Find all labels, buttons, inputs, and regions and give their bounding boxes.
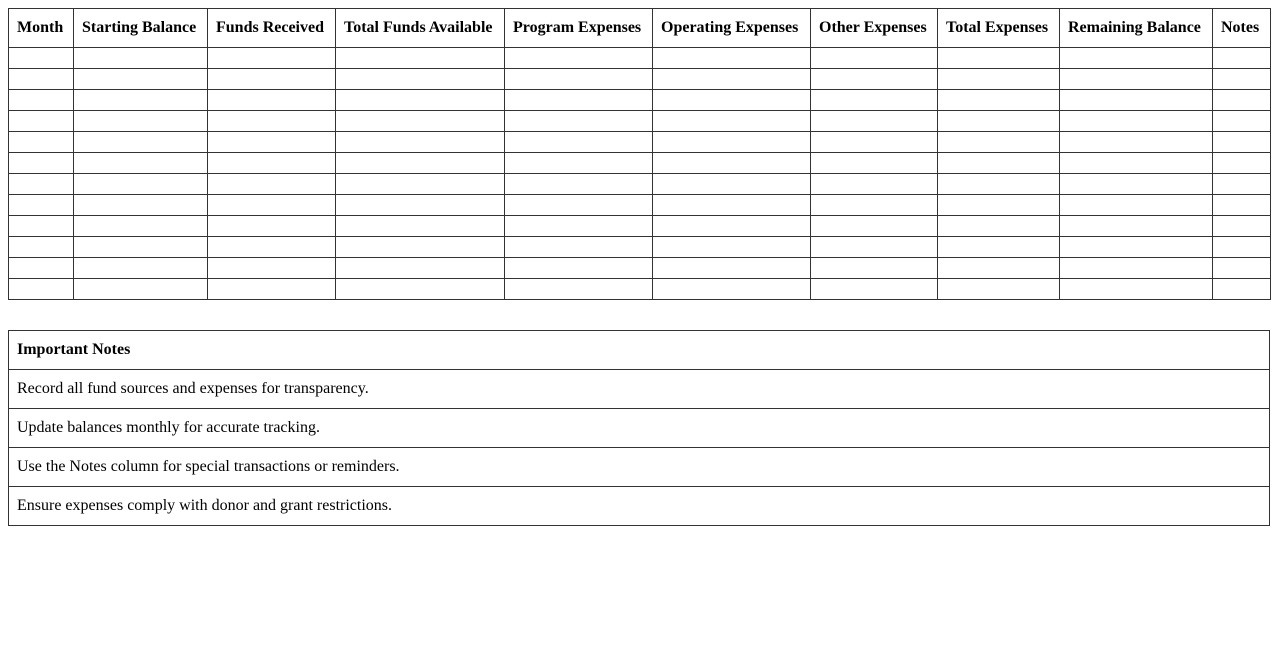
cell-program-expenses[interactable] [505,237,653,258]
cell-total-expenses[interactable] [938,258,1060,279]
cell-total-funds-available[interactable] [336,195,505,216]
cell-operating-expenses[interactable] [653,69,811,90]
column-header-funds-received: Funds Received [208,9,336,48]
cell-notes[interactable] [1213,132,1271,153]
cell-month[interactable] [9,111,74,132]
column-header-total-expenses: Total Expenses [938,9,1060,48]
cell-total-expenses[interactable] [938,48,1060,69]
cell-funds-received[interactable] [208,279,336,300]
notes-heading: Important Notes [9,331,1270,370]
column-header-starting-balance: Starting Balance [74,9,208,48]
cell-month[interactable] [9,153,74,174]
cell-month[interactable] [9,216,74,237]
cell-remaining-balance[interactable] [1060,69,1213,90]
cell-other-expenses[interactable] [811,111,938,132]
cell-total-expenses[interactable] [938,216,1060,237]
cell-month[interactable] [9,279,74,300]
cell-remaining-balance[interactable] [1060,111,1213,132]
cell-remaining-balance[interactable] [1060,153,1213,174]
cell-other-expenses[interactable] [811,195,938,216]
budget-sheet [8,8,1270,526]
cell-funds-received[interactable] [208,90,336,111]
cell-total-expenses[interactable] [938,279,1060,300]
note-row [9,409,1270,448]
cell-other-expenses[interactable] [811,69,938,90]
cell-funds-received[interactable] [208,258,336,279]
cell-month[interactable] [9,195,74,216]
notes-heading-row [9,331,1270,370]
column-header-program-expenses: Program Expenses [505,9,653,48]
cell-starting-balance[interactable] [74,216,208,237]
cell-total-funds-available[interactable] [336,174,505,195]
cell-notes[interactable] [1213,90,1271,111]
ledger-row [9,174,1271,195]
cell-funds-received[interactable] [208,111,336,132]
ledger-row [9,237,1271,258]
column-header-other-expenses: Other Expenses [811,9,938,48]
cell-notes[interactable] [1213,216,1271,237]
ledger-row [9,216,1271,237]
cell-month[interactable] [9,90,74,111]
cell-starting-balance[interactable] [74,279,208,300]
cell-remaining-balance[interactable] [1060,216,1213,237]
cell-operating-expenses[interactable] [653,111,811,132]
cell-total-expenses[interactable] [938,69,1060,90]
cell-total-funds-available[interactable] [336,237,505,258]
cell-operating-expenses[interactable] [653,258,811,279]
cell-notes[interactable] [1213,279,1271,300]
cell-month[interactable] [9,258,74,279]
cell-notes[interactable] [1213,111,1271,132]
cell-other-expenses[interactable] [811,90,938,111]
cell-starting-balance[interactable] [74,153,208,174]
cell-total-expenses[interactable] [938,132,1060,153]
cell-total-expenses[interactable] [938,153,1060,174]
cell-remaining-balance[interactable] [1060,132,1213,153]
ledger-row [9,48,1271,69]
cell-remaining-balance[interactable] [1060,90,1213,111]
cell-total-funds-available[interactable] [336,132,505,153]
cell-program-expenses[interactable] [505,195,653,216]
cell-operating-expenses[interactable] [653,174,811,195]
cell-starting-balance[interactable] [74,195,208,216]
cell-operating-expenses[interactable] [653,279,811,300]
note-row [9,487,1270,526]
cell-operating-expenses[interactable] [653,90,811,111]
cell-notes[interactable] [1213,69,1271,90]
cell-funds-received[interactable] [208,174,336,195]
cell-month[interactable] [9,132,74,153]
cell-program-expenses[interactable] [505,48,653,69]
cell-program-expenses[interactable] [505,174,653,195]
cell-total-expenses[interactable] [938,111,1060,132]
cell-operating-expenses[interactable] [653,48,811,69]
cell-total-funds-available[interactable] [336,258,505,279]
cell-program-expenses[interactable] [505,216,653,237]
ledger-row [9,69,1271,90]
cell-total-funds-available[interactable] [336,48,505,69]
cell-notes[interactable] [1213,258,1271,279]
cell-starting-balance[interactable] [74,132,208,153]
budget-ledger-table [8,8,1271,300]
column-header-total-funds-available: Total Funds Available [336,9,505,48]
cell-total-funds-available[interactable] [336,216,505,237]
ledger-row [9,90,1271,111]
cell-other-expenses[interactable] [811,153,938,174]
important-notes-table [8,330,1270,526]
column-header-month: Month [9,9,74,48]
cell-total-funds-available[interactable] [336,69,505,90]
column-header-remaining-balance: Remaining Balance [1060,9,1213,48]
cell-program-expenses[interactable] [505,279,653,300]
cell-other-expenses[interactable] [811,279,938,300]
cell-operating-expenses[interactable] [653,237,811,258]
cell-month[interactable] [9,237,74,258]
column-header-operating-expenses: Operating Expenses [653,9,811,48]
cell-remaining-balance[interactable] [1060,195,1213,216]
ledger-body [9,48,1271,300]
cell-notes[interactable] [1213,195,1271,216]
cell-starting-balance[interactable] [74,48,208,69]
cell-program-expenses[interactable] [505,132,653,153]
cell-notes[interactable] [1213,153,1271,174]
cell-funds-received[interactable] [208,153,336,174]
note-item: Record all fund sources and expenses for transparency. [9,370,1270,409]
cell-notes[interactable] [1213,48,1271,69]
cell-program-expenses[interactable] [505,153,653,174]
ledger-row [9,132,1271,153]
cell-month[interactable] [9,174,74,195]
cell-other-expenses[interactable] [811,132,938,153]
cell-other-expenses[interactable] [811,237,938,258]
cell-program-expenses[interactable] [505,90,653,111]
cell-starting-balance[interactable] [74,111,208,132]
ledger-row [9,111,1271,132]
cell-total-expenses[interactable] [938,237,1060,258]
ledger-row [9,195,1271,216]
cell-remaining-balance[interactable] [1060,174,1213,195]
cell-starting-balance[interactable] [74,174,208,195]
cell-total-funds-available[interactable] [336,153,505,174]
cell-funds-received[interactable] [208,237,336,258]
note-item: Update balances monthly for accurate tracking. [9,409,1270,448]
cell-starting-balance[interactable] [74,237,208,258]
cell-funds-received[interactable] [208,195,336,216]
ledger-row [9,258,1271,279]
cell-starting-balance[interactable] [74,90,208,111]
cell-other-expenses[interactable] [811,258,938,279]
cell-other-expenses[interactable] [811,48,938,69]
cell-notes[interactable] [1213,174,1271,195]
cell-remaining-balance[interactable] [1060,279,1213,300]
note-row [9,370,1270,409]
cell-other-expenses[interactable] [811,174,938,195]
cell-funds-received[interactable] [208,69,336,90]
cell-operating-expenses[interactable] [653,153,811,174]
cell-other-expenses[interactable] [811,216,938,237]
cell-remaining-balance[interactable] [1060,237,1213,258]
note-item: Use the Notes column for special transactions or reminders. [9,448,1270,487]
cell-funds-received[interactable] [208,48,336,69]
cell-total-funds-available[interactable] [336,90,505,111]
cell-month[interactable] [9,48,74,69]
cell-operating-expenses[interactable] [653,216,811,237]
note-row [9,448,1270,487]
cell-total-funds-available[interactable] [336,279,505,300]
cell-funds-received[interactable] [208,132,336,153]
cell-starting-balance[interactable] [74,69,208,90]
cell-total-expenses[interactable] [938,195,1060,216]
cell-total-expenses[interactable] [938,90,1060,111]
cell-program-expenses[interactable] [505,258,653,279]
cell-total-funds-available[interactable] [336,111,505,132]
cell-remaining-balance[interactable] [1060,48,1213,69]
cell-program-expenses[interactable] [505,69,653,90]
ledger-row [9,153,1271,174]
ledger-header-row [9,9,1271,48]
cell-funds-received[interactable] [208,216,336,237]
cell-remaining-balance[interactable] [1060,258,1213,279]
note-item: Ensure expenses comply with donor and grant restrictions. [9,487,1270,526]
cell-total-expenses[interactable] [938,174,1060,195]
cell-operating-expenses[interactable] [653,195,811,216]
cell-notes[interactable] [1213,237,1271,258]
cell-month[interactable] [9,69,74,90]
ledger-row [9,279,1271,300]
cell-program-expenses[interactable] [505,111,653,132]
column-header-notes: Notes [1213,9,1271,48]
cell-starting-balance[interactable] [74,258,208,279]
cell-operating-expenses[interactable] [653,132,811,153]
